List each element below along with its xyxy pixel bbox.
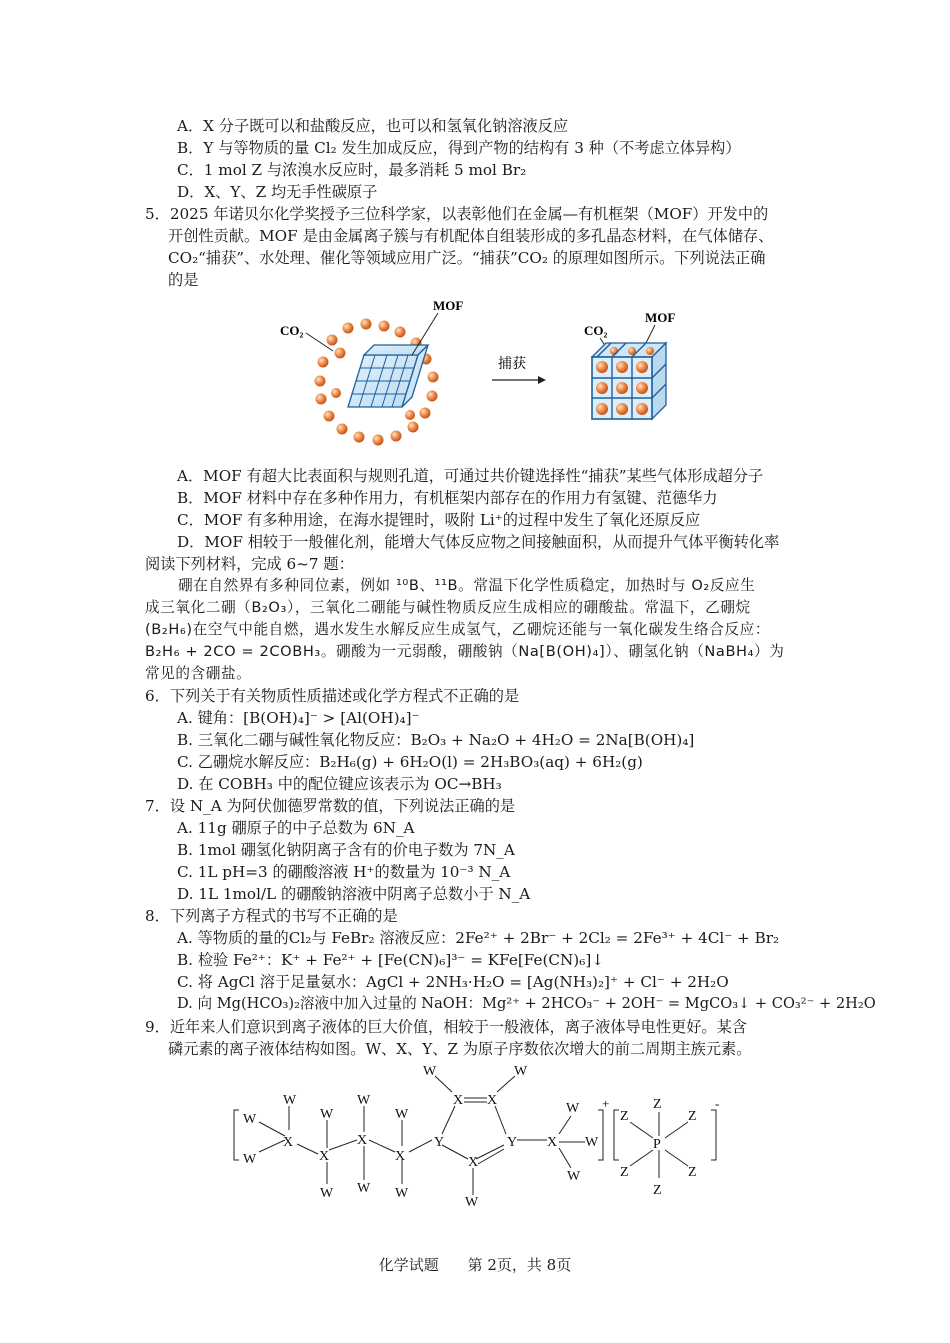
mof-framework-right [592,343,666,419]
svg-text:W: W [395,1107,409,1122]
mof-capture-figure [270,295,690,460]
svg-text:X: X [487,1093,498,1108]
q4-option-a: A．X 分子既可以和盐酸反应，也可以和氢氧化钠溶液反应 [177,117,569,135]
q8-option-d: D. 向 Mg(HCO₃)₂溶液中加入过量的 NaOH：Mg²⁺ + 2HCO₃⁻ + 2OH⁻ = MgCO₃↓ + CO₃²⁻ + 2H₂O [177,995,876,1012]
structure-atom-labels [243,1064,697,1210]
q5-option-d: D．MOF 相较于一般催化剂，能增大气体反应物之间接触面积，从而提升气体平衡转化率 [177,533,780,551]
svg-text:W: W [357,1093,371,1108]
svg-text:W: W [566,1101,580,1116]
q5-stem-line2: 开创性贡献。MOF 是由金属离子簇与有机配体自组装形成的多孔晶态材料，在气体储存、 [168,227,774,245]
material-line1: 硼在自然界有多种同位素，例如 ¹⁰B、¹¹B。常温下化学性质稳定，加热时与 O₂反应生 [178,577,756,594]
svg-text:W: W [283,1093,297,1108]
svg-text:Z: Z [653,1183,662,1198]
q7-option-d: D. 1L 1mol/L 的硼酸钠溶液中阴离子总数小于 N_A [177,885,531,903]
q5-stem-line3: CO₂“捕获”、水处理、催化等领域应用广泛。“捕获”CO₂ 的原理如图所示。下列说法正确 [168,249,766,267]
q6-option-a: A. 键角：[B(OH)₄]⁻ > [Al(OH)₄]⁻ [177,709,420,727]
svg-text:Z: Z [620,1165,629,1180]
q5-option-c: C．MOF 有多种用途，在海水提锂时，吸附 Li⁺的过程中发生了氧化还原反应 [177,511,701,529]
q7-option-b: B. 1mol 硼氢化钠阴离子含有的价电子数为 7N_A [177,841,515,859]
svg-text:W: W [585,1135,599,1150]
q5-stem-line4: 的是 [168,271,199,289]
svg-text:X: X [319,1149,330,1164]
svg-text:Z: Z [653,1097,662,1112]
q4-option-d: D．X、Y、Z 均无手性碳原子 [177,183,378,201]
svg-text:W: W [465,1195,479,1210]
co2-label-left: CO₂ [280,323,304,338]
mof-framework-left [348,345,428,407]
material-line4: B₂H₆ + 2CO = 2COBH₃。硼酸为一元弱酸，硼酸钠（Na[B(OH)₄]）、硼氢化钠（NaBH₄）为 [145,643,785,660]
q6-option-d: D. 在 COBH₃ 中的配位键应该表示为 OC→BH₃ [177,775,502,793]
material-line2: 成三氧化二硼（B₂O₃），三氧化二硼能与碱性物质反应生成相应的硼酸盐。常温下，乙硼烷 [145,599,751,616]
footer-subject: 化学试题 [378,1256,439,1274]
q8-option-a: A. 等物质的量的Cl₂与 FeBr₂ 溶液反应：2Fe²⁺ + 2Br⁻ + 2Cl₂ = 2Fe³⁺ + 4Cl⁻ + Br₂ [177,929,780,947]
svg-text:X: X [547,1135,558,1150]
svg-text:W: W [357,1181,371,1196]
q8-option-b: B. 检验 Fe²⁺：K⁺ + Fe²⁺ + [Fe(CN)₆]³⁻ = KFe[Fe(CN)₆]↓ [177,951,604,969]
svg-text:W: W [320,1186,334,1201]
svg-text:W: W [423,1064,437,1079]
svg-text:X: X [453,1093,464,1108]
q5-stem-line1: 5．2025 年诺贝尔化学奖授予三位科学家，以表彰他们在金属—有机框架（MOF）开发中的 [145,205,769,223]
q8-stem: 8．下列离子方程式的书写不正确的是 [145,907,398,925]
ionic-liquid-structure [225,1060,725,1210]
q4-option-b: B．Y 与等物质的量 Cl₂ 发生加成反应，得到产物的结构有 3 种（不考虑立体异构） [177,139,741,157]
q4-option-c: C．1 mol Z 与浓溴水反应时，最多消耗 5 mol Br₂ [177,161,527,179]
page-footer [0,1254,950,1275]
mof-label-right: MOF [645,310,676,325]
capture-arrow-label: 捕获 [498,357,526,372]
q5-option-b: B．MOF 材料中存在多种作用力，有机框架内部存在的作用力有氢键、范德华力 [177,489,718,507]
svg-text:X: X [468,1155,479,1170]
material-line5: 常见的含硼盐。 [145,665,252,682]
svg-text:P: P [653,1137,661,1152]
svg-text:W: W [243,1152,257,1167]
q8-option-c: C. 将 AgCl 溶于足量氨水：AgCl + 2NH₃·H₂O = [Ag(NH₃)₂]⁺ + Cl⁻ + 2H₂O [177,973,729,991]
svg-text:W: W [243,1112,257,1127]
cation-charge: + [602,1096,610,1111]
svg-text:X: X [357,1133,368,1148]
q6-option-b: B. 三氧化二硼与碱性氧化物反应：B₂O₃ + Na₂O + 4H₂O = 2Na[B(OH)₄] [177,731,695,749]
svg-text:W: W [567,1169,581,1184]
material-line3: (B₂H₆)在空气中能自燃，遇水发生水解反应生成氢气，乙硼烷还能与一氧化碳发生络合反应： [145,621,771,638]
svg-text:Z: Z [688,1109,697,1124]
svg-text:W: W [395,1186,409,1201]
svg-text:W: W [514,1064,528,1079]
reading-intro: 阅读下列材料，完成 6~7 题： [145,555,354,573]
q6-stem: 6．下列关于有关物质性质描述或化学方程式不正确的是 [145,687,520,705]
svg-text:Y: Y [434,1135,445,1150]
svg-text:X: X [395,1149,406,1164]
footer-page: 第 2页，共 8页 [467,1256,572,1274]
q7-option-c: C. 1L pH=3 的硼酸溶液 H⁺的数量为 10⁻³ N_A [177,863,511,881]
anion-charge: - [715,1096,720,1111]
svg-text:W: W [320,1107,334,1122]
svg-text:X: X [283,1135,294,1150]
svg-text:Z: Z [688,1165,697,1180]
q5-option-a: A．MOF 有超大比表面积与规则孔道，可通过共价键选择性“捕获”某些气体形成超分子 [177,467,764,485]
q6-option-c: C. 乙硼烷水解反应：B₂H₆(g) + 6H₂O(l) = 2H₃BO₃(aq) + 6H₂(g) [177,753,643,771]
q7-stem: 7．设 N_A 为阿伏伽德罗常数的值，下列说法正确的是 [145,797,516,815]
svg-text:Z: Z [620,1109,629,1124]
q7-option-a: A. 11g 硼原子的中子总数为 6N_A [177,819,415,837]
co2-label-right: CO₂ [584,323,608,338]
mof-label-left: MOF [433,298,464,313]
q9-stem-line2: 磷元素的离子液体结构如图。W、X、Y、Z 为原子序数依次增大的前二周期主族元素。 [168,1040,752,1058]
q9-stem-line1: 9．近年来人们意识到离子液体的巨大价值，相较于一般液体，离子液体导电性更好。某含 [145,1018,747,1036]
svg-text:Y: Y [507,1135,518,1150]
